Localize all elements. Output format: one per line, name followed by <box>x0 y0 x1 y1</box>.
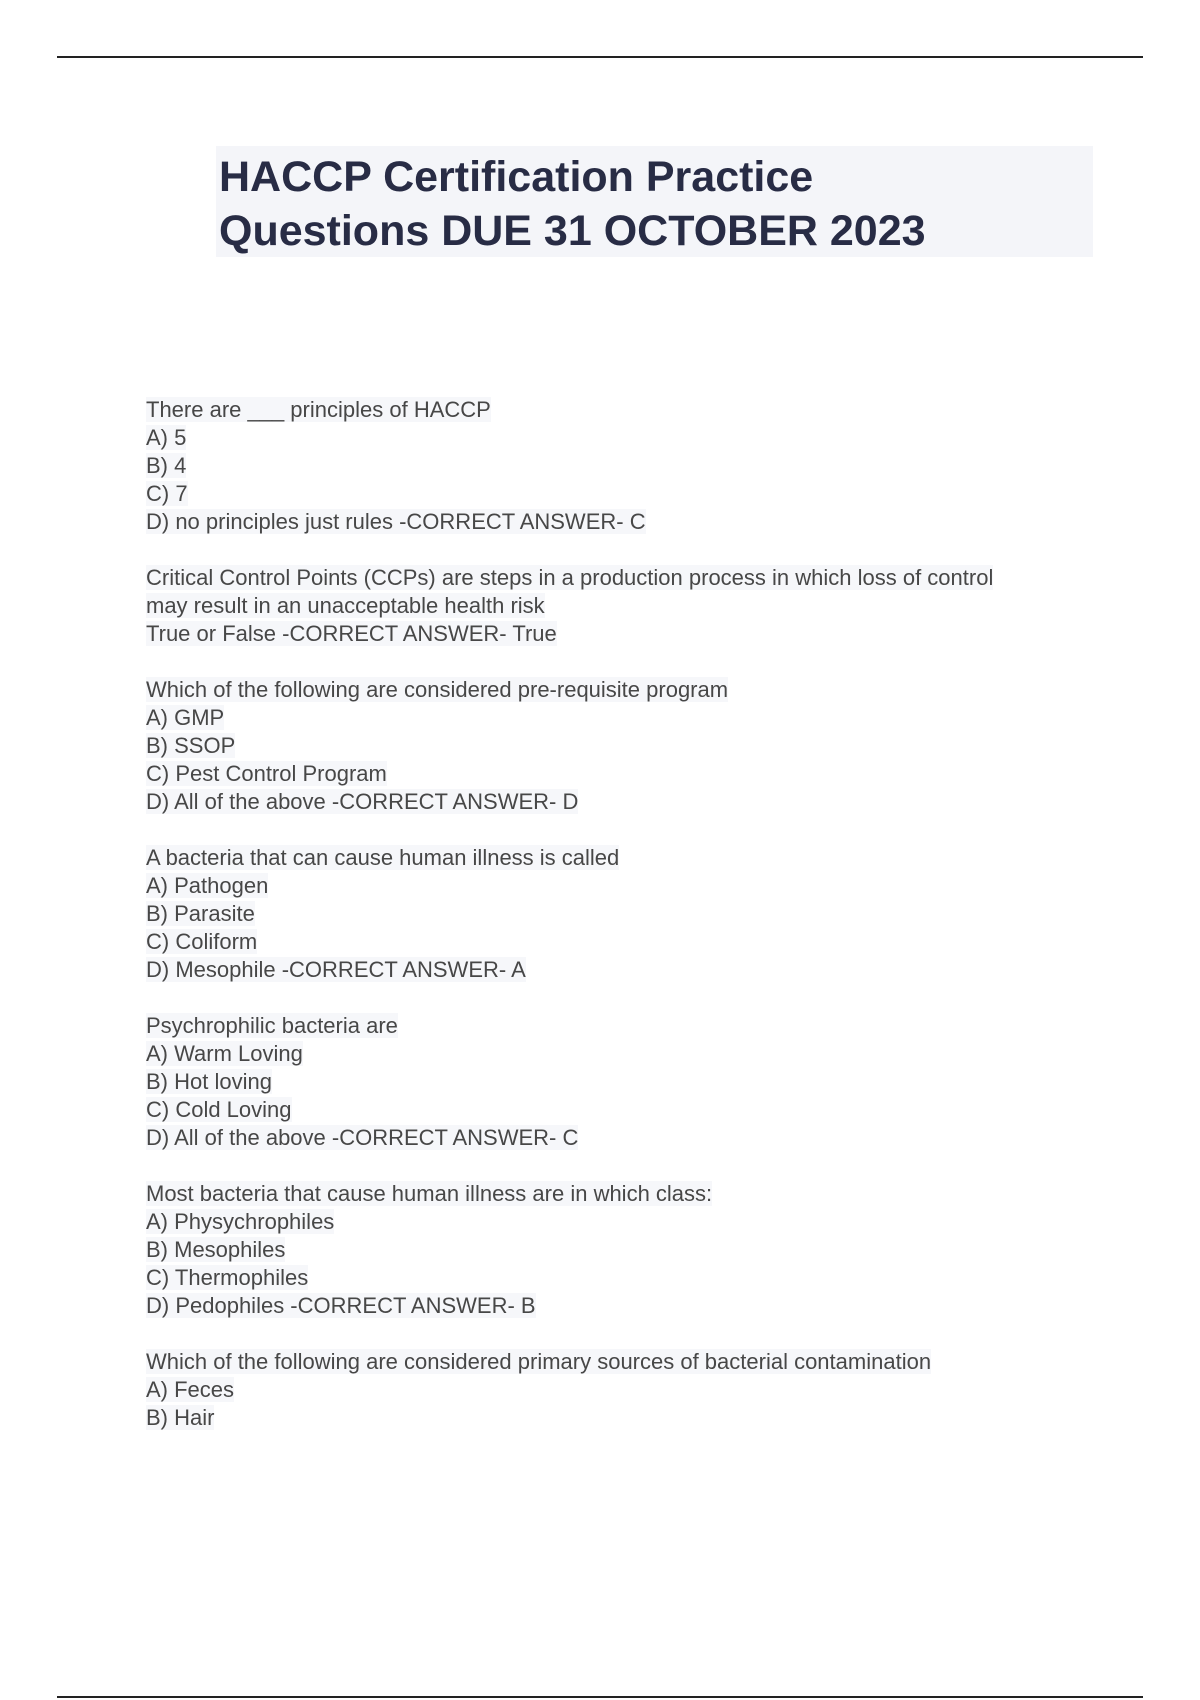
question-line <box>146 704 1086 732</box>
question-line <box>146 508 1086 536</box>
line-text: B) Parasite <box>146 901 255 926</box>
line-text: Most bacteria that cause human illness are in which class: <box>146 1181 713 1206</box>
title-line: Questions DUE 31 OCTOBER 2023 <box>219 207 926 255</box>
line-text: D) All of the above -CORRECT ANSWER- C <box>146 1125 579 1150</box>
question-line <box>146 872 1086 900</box>
line-text: B) 4 <box>146 453 187 478</box>
line-text: A) Physychrophiles <box>146 1209 335 1234</box>
question-line <box>146 1124 1086 1152</box>
question-line <box>146 480 1086 508</box>
question-block <box>146 1348 1086 1432</box>
line-text: A) GMP <box>146 705 225 730</box>
question-line <box>146 1236 1086 1264</box>
question-text <box>146 676 1086 704</box>
question-line <box>146 1208 1086 1236</box>
footer-rule <box>57 1696 1143 1698</box>
question-line <box>146 788 1086 816</box>
line-text: True or False -CORRECT ANSWER- True <box>146 621 557 646</box>
line-text: There are ___ principles of HACCP <box>146 397 491 422</box>
title-line: HACCP Certification Practice <box>219 153 814 201</box>
line-text: C) Cold Loving <box>146 1097 292 1122</box>
questions-list <box>146 396 1086 1460</box>
question-block <box>146 844 1086 984</box>
line-text: A) Warm Loving <box>146 1041 303 1066</box>
line-text: C) Coliform <box>146 929 258 954</box>
question-block <box>146 1012 1086 1152</box>
line-text: D) All of the above -CORRECT ANSWER- D <box>146 789 579 814</box>
question-line <box>146 424 1086 452</box>
question-block <box>146 676 1086 816</box>
question-text <box>146 844 1086 872</box>
question-line <box>146 452 1086 480</box>
question-line <box>146 760 1086 788</box>
document-title <box>216 146 1093 258</box>
line-text: may result in an unacceptable health risk <box>146 593 545 618</box>
question-line <box>146 900 1086 928</box>
question-block <box>146 564 1086 648</box>
line-text: D) Pedophiles -CORRECT ANSWER- B <box>146 1293 536 1318</box>
line-text: B) SSOP <box>146 733 236 758</box>
question-line <box>146 928 1086 956</box>
question-line <box>146 1264 1086 1292</box>
question-line <box>146 1096 1086 1124</box>
line-text: B) Hot loving <box>146 1069 272 1094</box>
line-text: A) 5 <box>146 425 187 450</box>
question-line <box>146 1292 1086 1320</box>
line-text: Which of the following are considered primary sources of bacterial contamination <box>146 1349 932 1374</box>
question-text <box>146 1348 1086 1376</box>
question-line <box>146 732 1086 760</box>
question-block <box>146 1180 1086 1320</box>
question-line <box>146 620 1086 648</box>
line-text: C) 7 <box>146 481 188 506</box>
line-text: Which of the following are considered pre-requisite program <box>146 677 729 702</box>
question-block <box>146 396 1086 536</box>
question-line <box>146 1068 1086 1096</box>
line-text: A) Pathogen <box>146 873 269 898</box>
header-rule <box>57 56 1143 58</box>
line-text: B) Mesophiles <box>146 1237 286 1262</box>
line-text: Psychrophilic bacteria are <box>146 1013 398 1038</box>
question-line <box>146 1376 1086 1404</box>
question-text <box>146 564 1086 592</box>
line-text: D) Mesophile -CORRECT ANSWER- A <box>146 957 526 982</box>
question-line <box>146 1040 1086 1068</box>
line-text: B) Hair <box>146 1405 215 1430</box>
question-line <box>146 956 1086 984</box>
question-line <box>146 1404 1086 1432</box>
line-text: Critical Control Points (CCPs) are steps in a production process in which loss of control <box>146 565 994 590</box>
question-text <box>146 1180 1086 1208</box>
question-text <box>146 1012 1086 1040</box>
line-text: A bacteria that can cause human illness is called <box>146 845 620 870</box>
title-box <box>216 146 1093 257</box>
line-text: C) Pest Control Program <box>146 761 387 786</box>
line-text: D) no principles just rules -CORRECT ANSWER- C <box>146 509 646 534</box>
question-line <box>146 592 1086 620</box>
line-text: A) Feces <box>146 1377 235 1402</box>
line-text: C) Thermophiles <box>146 1265 309 1290</box>
question-text <box>146 396 1086 424</box>
